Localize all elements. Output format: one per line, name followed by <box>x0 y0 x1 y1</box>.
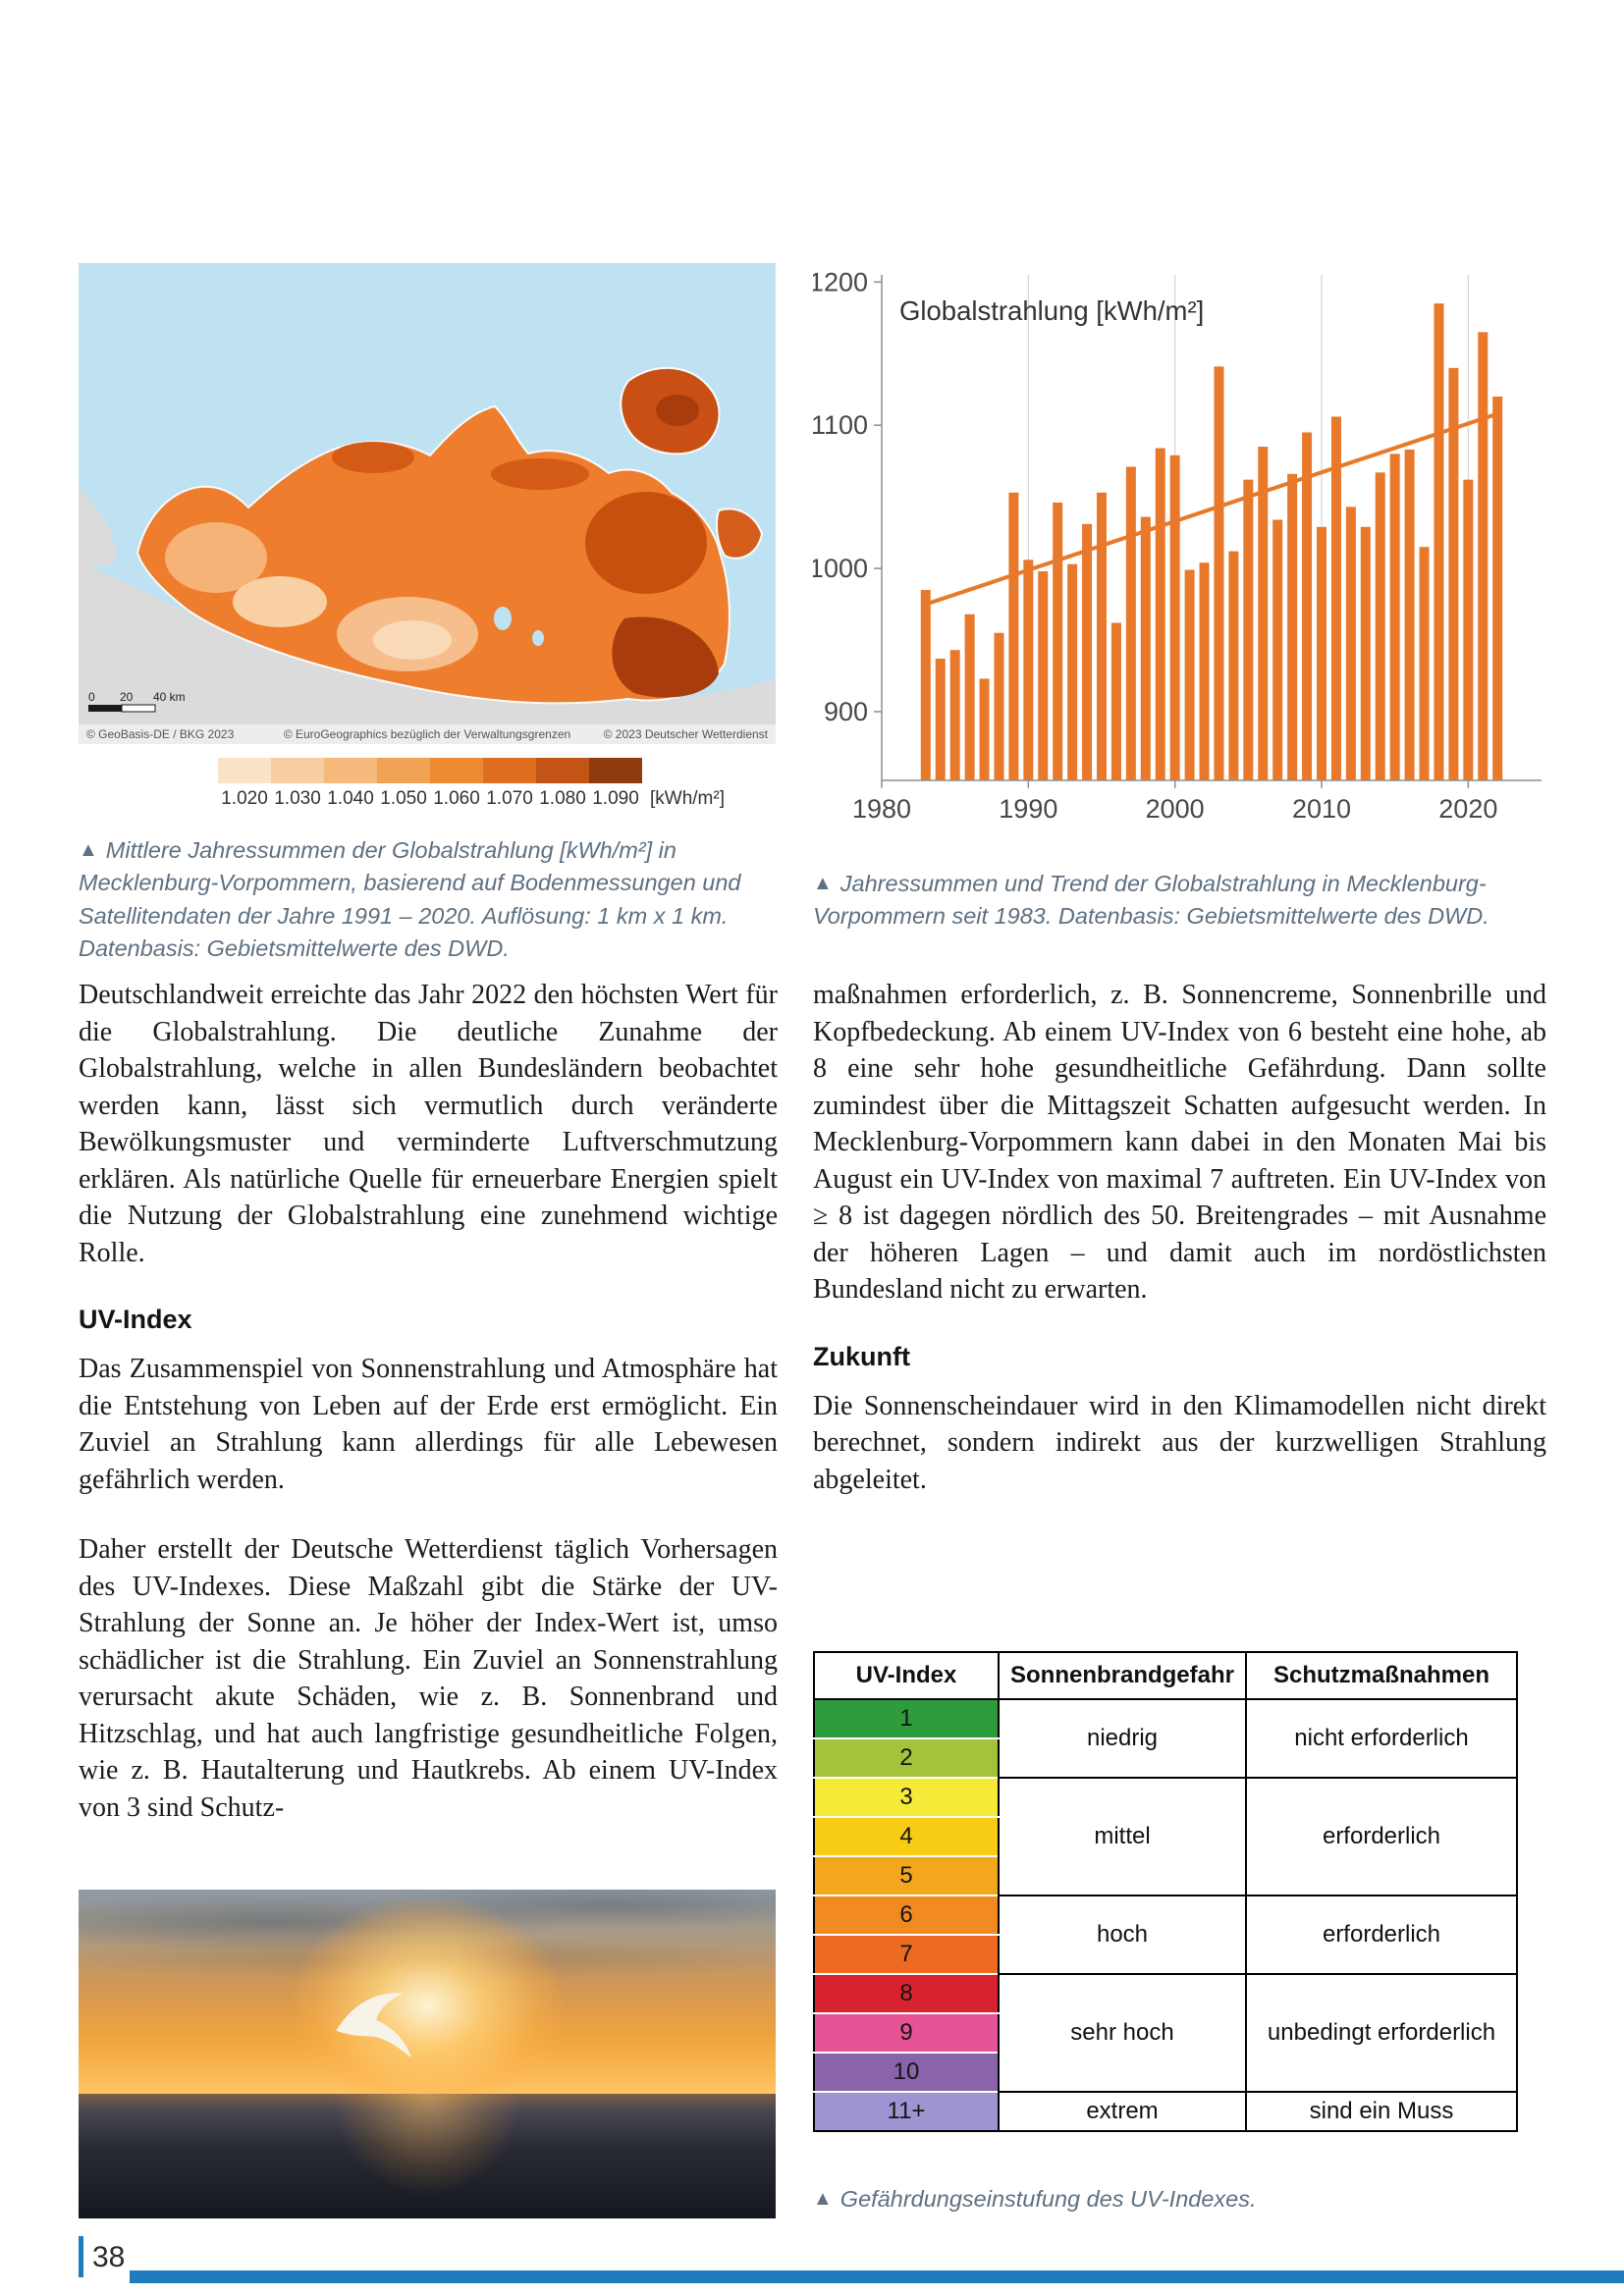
bar-1999 <box>1156 449 1165 780</box>
legend-cell <box>589 758 642 810</box>
bar-1983 <box>921 590 931 780</box>
uv-level-cell-9: 9 <box>814 2013 999 2053</box>
bar-2018 <box>1434 303 1443 780</box>
bar-2021 <box>1478 332 1488 780</box>
uv-level-cell-5: 5 <box>814 1856 999 1896</box>
caption-triangle-icon: ▲ <box>813 2188 833 2210</box>
uv-table-row <box>814 2092 1517 2131</box>
seagull-icon <box>324 1980 434 2060</box>
legend-swatch <box>324 758 377 783</box>
uv-table-header-danger: Sonnenbrandgefahr <box>999 1652 1246 1699</box>
map-figure <box>79 263 776 810</box>
bar-2017 <box>1420 547 1430 780</box>
sun-reflection <box>314 2094 540 2218</box>
legend-swatch <box>271 758 324 783</box>
bar-1992 <box>1053 503 1062 780</box>
bar-2005 <box>1243 480 1253 780</box>
paragraph-zusammenspiel: Das Zusammenspiel von Sonnenstrahlung und Atmosphäre hat die Entstehung von Leben auf der Erde erst ermöglicht. Ein Zuviel an Strahlung kann allerdings für alle Lebewesen gefährlich werden. <box>79 1354 778 1495</box>
protection-cell: erforderlich <box>1246 1778 1517 1896</box>
legend-value: 1.080 <box>539 788 586 809</box>
uv-level-cell-4: 4 <box>814 1817 999 1856</box>
paragraph-sonnenscheindauer: Die Sonnenscheindauer wird in den Klimamodellen nicht direkt berechnet, sondern indirekt aus der kurzwelligen Strahlung abgeleitet. <box>813 1390 1546 1495</box>
bar-2002 <box>1200 562 1210 780</box>
bar-2011 <box>1331 416 1341 780</box>
caption-triangle-icon: ▲ <box>813 873 833 894</box>
legend-cell <box>377 758 430 810</box>
bar-2003 <box>1214 366 1223 780</box>
danger-cell: niedrig <box>999 1699 1246 1778</box>
bar-2015 <box>1390 454 1400 780</box>
paragraph-schutzmassnahmen: maßnahmen erforderlich, z. B. Sonnencreme, Sonnenbrille und Kopfbedeckung. Ab einem UV-Index von 6 besteht eine hohe, ab 8 eine sehr hohe gesundheitliche Gefährdung. Dann sollte zumindest über die Mittagszeit Schatten aufgesucht werden. In Mecklenburg-Vorpommern kann dabei in den Monaten Mai bis August ein UV-Index von maximal 7 auftreten. Ein UV-Index von ≥ 8 ist dagegen nördlich des 50. Breitengrades – mit Ausnahme der höheren Lagen – und damit auch im nordöstlichsten Bundesland nicht zu erwarten. <box>813 980 1546 1306</box>
bar-2006 <box>1258 447 1268 780</box>
chart-caption-text: Jahressummen und Trend der Globalstrahlung in Mecklenburg-Vorpommern seit 1983. Datenbasis: Gebietsmittelwerte des DWD. <box>813 871 1489 930</box>
lowest-radiation-patch <box>373 620 452 660</box>
uv-table-caption <box>813 2183 1530 2216</box>
page-number-accent-bar <box>79 2236 83 2277</box>
uv-table-row <box>814 1699 1517 1738</box>
legend-unit: [kWh/m²] <box>650 788 725 809</box>
legend-value: 1.060 <box>433 788 480 809</box>
map-caption-text: Mittlere Jahressummen der Globalstrahlung [kWh/m²] in Mecklenburg-Vorpommern, basierend auf Bodenmessungen und Satellitendaten der Jahre 1991 – 2020. Auflösung: 1 km x 1 km. Datenbasis: Gebietsmittelwerte des DWD. <box>79 837 741 962</box>
scale-label-20: 20 <box>120 690 134 704</box>
bar-2004 <box>1228 552 1238 780</box>
legend-value: 1.070 <box>486 788 533 809</box>
y-tick-label: 1200 <box>813 267 868 297</box>
uv-level-cell-8: 8 <box>814 1974 999 2013</box>
bar-2020 <box>1463 480 1473 780</box>
bar-2001 <box>1185 570 1195 780</box>
map-caption <box>79 834 766 965</box>
uv-table-caption-text: Gefährdungseinstufung des UV-Indexes. <box>839 2186 1257 2212</box>
protection-cell: unbedingt erforderlich <box>1246 1974 1517 2092</box>
protection-cell: sind ein Muss <box>1246 2092 1517 2131</box>
legend-swatch <box>377 758 430 783</box>
x-tick-label: 2010 <box>1291 794 1352 822</box>
scale-bar-white-segment <box>122 705 155 712</box>
page-number: 38 <box>92 2241 126 2273</box>
bar-1998 <box>1141 517 1151 780</box>
scale-bar-black-segment <box>88 705 122 712</box>
x-tick-label: 1990 <box>999 794 1058 822</box>
legend-value: 1.020 <box>221 788 268 809</box>
bar-2013 <box>1361 527 1371 780</box>
legend-value: 1.090 <box>592 788 639 809</box>
legend-value: 1.050 <box>380 788 427 809</box>
uv-table-row <box>814 1974 1517 2013</box>
left-column <box>79 977 778 1859</box>
danger-cell: hoch <box>999 1896 1246 1974</box>
x-tick-label: 2000 <box>1145 794 1205 822</box>
uv-table-body <box>814 1699 1517 2131</box>
uv-table-row <box>814 1896 1517 1935</box>
y-tick-label: 900 <box>823 696 868 726</box>
bar-1985 <box>950 650 960 780</box>
uv-table-row <box>814 1778 1517 1817</box>
chart-figure <box>813 257 1546 822</box>
legend-swatch <box>536 758 589 783</box>
chart-caption <box>813 868 1530 934</box>
lake-mueritz <box>494 607 512 630</box>
uv-level-cell-1: 1 <box>814 1699 999 1738</box>
bar-1986 <box>965 614 975 780</box>
danger-cell: sehr hoch <box>999 1974 1246 2092</box>
uv-level-cell-3: 3 <box>814 1778 999 1817</box>
legend-cell <box>271 758 324 810</box>
uv-level-cell-10: 10 <box>814 2053 999 2092</box>
bar-1988 <box>994 633 1003 780</box>
uv-level-cell-6: 6 <box>814 1896 999 1935</box>
bar-2010 <box>1317 527 1326 780</box>
uv-table-header-index: UV-Index <box>814 1652 999 1699</box>
bar-1996 <box>1111 623 1121 780</box>
attribution-dwd: © 2023 Deutscher Wetterdienst <box>603 727 768 741</box>
bar-1989 <box>1008 493 1018 780</box>
high-radiation-coast-patch <box>491 458 589 490</box>
legend-cell <box>430 758 483 810</box>
bar-1997 <box>1126 466 1136 780</box>
danger-cell: extrem <box>999 2092 1246 2131</box>
legend-swatch <box>218 758 271 783</box>
low-radiation-patch <box>233 576 327 627</box>
paragraph-uv-vorhersage: Daher erstellt der Deutsche Wetterdienst täglich Vorhersagen des UV-Indexes. Diese Maßzahl gibt die Stärke der UV-Strahlung der Sonne an. Je höher der Index-Wert ist, umso schädlicher ist die Strahlung. Ein Zuviel an Sonnenstrahlung verursacht akute Schäden, wie z. B. Sonnenbrand und Hitzschlag, und hat auch langfristige gesundheitliche Folgen, wie z. B. Hautalterung und Hautkrebs. Ab einem UV-Index von 3 sind Schutz- <box>79 1534 778 1823</box>
bar-2009 <box>1302 432 1312 780</box>
y-tick-label: 1100 <box>813 410 868 441</box>
legend-swatch <box>483 758 536 783</box>
bar-2012 <box>1346 507 1356 780</box>
heading-zukunft: Zukunft <box>813 1341 910 1371</box>
legend-cell <box>324 758 377 810</box>
bar-1990 <box>1023 560 1033 780</box>
bar-2016 <box>1405 450 1415 780</box>
protection-cell: nicht erforderlich <box>1246 1699 1517 1778</box>
chart-title: Globalstrahlung [kWh/m²] <box>899 295 1205 326</box>
attribution-eurogeographics: © EuroGeographics bezüglich der Verwaltungsgrenzen <box>283 727 571 741</box>
high-radiation-coast-patch <box>332 442 414 473</box>
legend-cell <box>483 758 536 810</box>
radiation-map <box>79 263 776 744</box>
legend-cell <box>218 758 271 810</box>
bar-2022 <box>1492 397 1502 780</box>
bar-1991 <box>1038 571 1048 780</box>
legend-value: 1.040 <box>327 788 374 809</box>
scale-label-0: 0 <box>88 690 95 704</box>
bar-2007 <box>1272 519 1282 780</box>
bar-1984 <box>936 659 946 780</box>
radiation-chart-svg <box>813 257 1546 822</box>
x-tick-label: 1980 <box>851 794 912 822</box>
uv-level-cell-7: 7 <box>814 1935 999 1974</box>
bar-1994 <box>1082 524 1092 780</box>
legend-value: 1.030 <box>274 788 321 809</box>
y-tick-label: 1000 <box>813 554 868 584</box>
paragraph-globalstrahlung: Deutschlandweit erreichte das Jahr 2022 den höchsten Wert für die Globalstrahlung. Die deutliche Zunahme der Globalstrahlung, welche in allen Bundesländern beobachtet werden kann, lässt sich vermutlich durch veränderte Bewölkungsmuster und verminderte Luftverschmutzung erklären. Als natürliche Quelle für erneuerbare Energien spielt die Nutzung der Globalstrahlung eine zunehmend wichtige Rolle. <box>79 980 778 1268</box>
bar-1987 <box>980 678 990 780</box>
legend-swatch <box>589 758 642 783</box>
heading-uv-index: UV-Index <box>79 1305 192 1335</box>
legend-swatch <box>430 758 483 783</box>
bar-2014 <box>1376 472 1385 780</box>
legend-cell <box>536 758 589 810</box>
bar-1995 <box>1097 493 1107 780</box>
right-column <box>813 977 1546 1531</box>
map-legend <box>79 758 776 810</box>
lake <box>532 630 544 646</box>
sunset-photo <box>79 1890 776 2218</box>
protection-cell: erforderlich <box>1246 1896 1517 1974</box>
bar-1993 <box>1067 564 1077 780</box>
scale-label-40km: 40 km <box>153 690 186 704</box>
attribution-geobasis: © GeoBasis-DE / BKG 2023 <box>86 727 235 741</box>
ruegen-high-patch <box>656 395 699 426</box>
danger-cell: mittel <box>999 1778 1246 1896</box>
bar-2008 <box>1287 474 1297 780</box>
x-tick-label: 2020 <box>1438 794 1498 822</box>
caption-triangle-icon: ▲ <box>79 839 98 861</box>
uv-level-cell-11+: 11+ <box>814 2092 999 2131</box>
uv-table <box>813 1651 1518 2132</box>
high-radiation-northeast-patch <box>585 492 707 594</box>
uv-level-cell-2: 2 <box>814 1738 999 1778</box>
footer-rule <box>130 2270 1624 2283</box>
bar-2000 <box>1170 455 1180 780</box>
uv-table-header-protection: Schutzmaßnahmen <box>1246 1652 1517 1699</box>
